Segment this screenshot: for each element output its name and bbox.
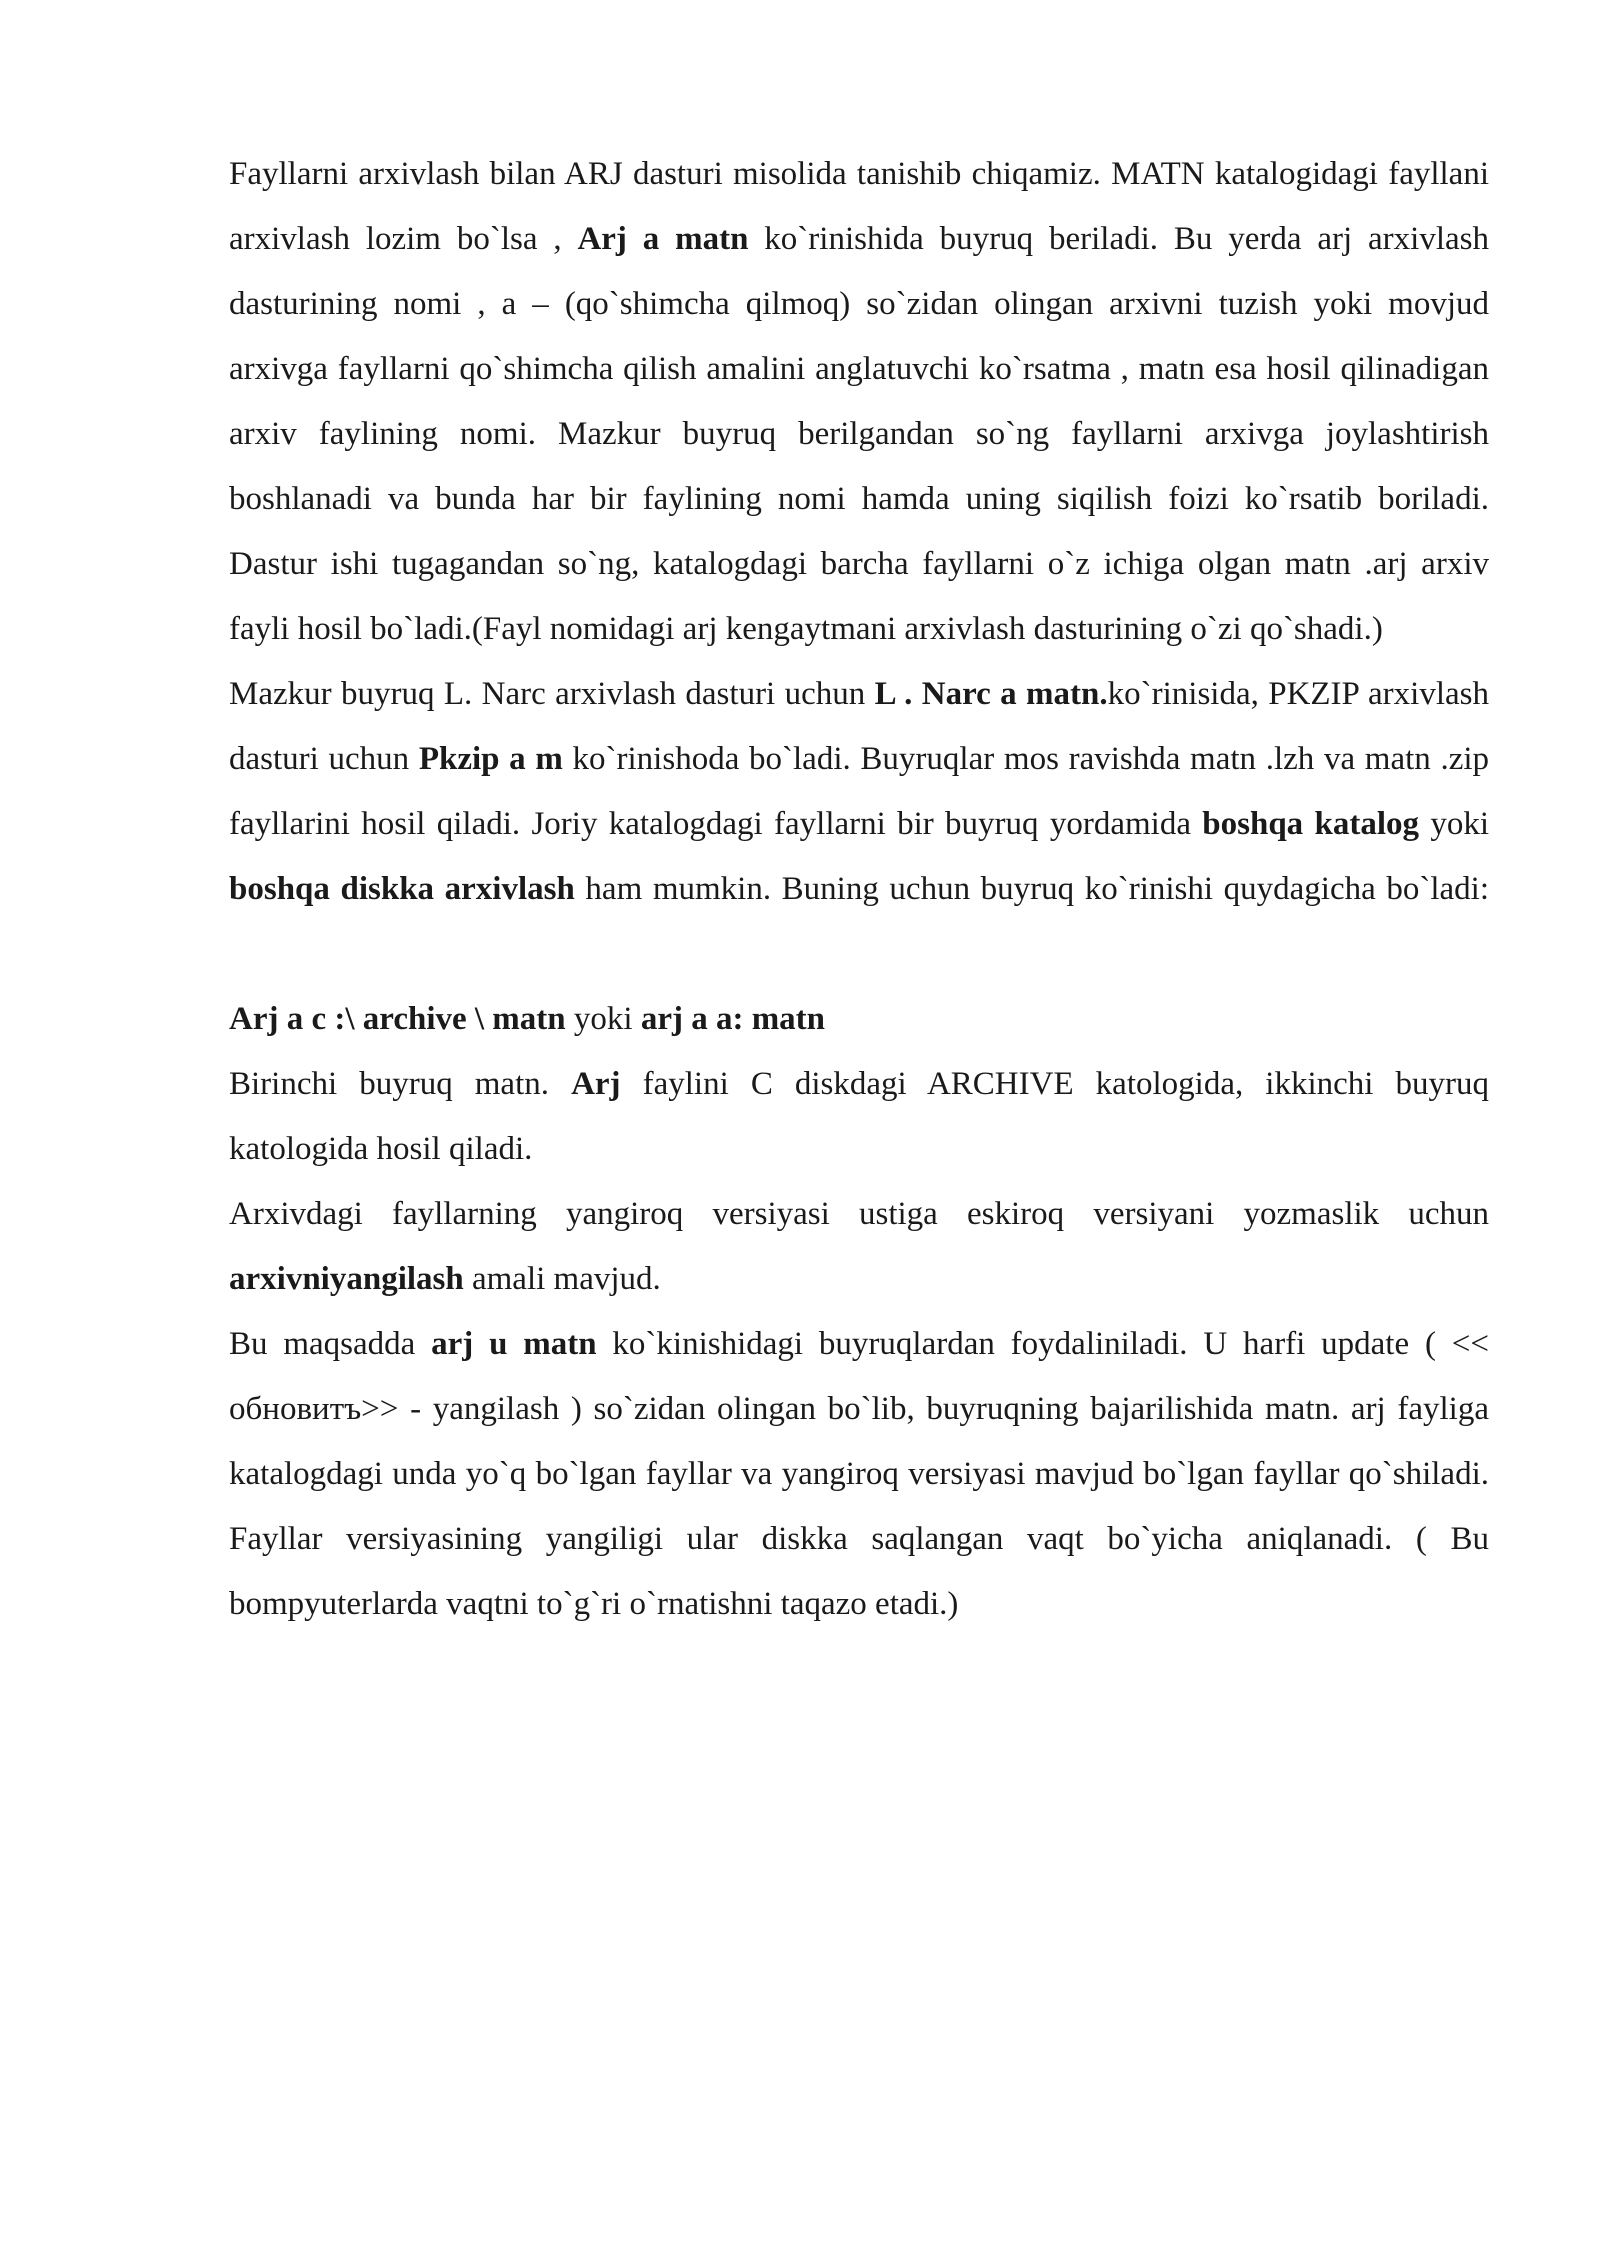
text-run: ko`rinishoda bo`ladi. Buyruqlar mos ravishda matn .lzh va matn .zip fayllarini hosil qiladi. Joriy katalogdagi fayllarni bir buyruq yordamida	[229, 741, 1490, 842]
blank-line	[229, 922, 1489, 987]
bold-run: boshqa katalog	[1202, 806, 1420, 842]
bold-run: arj u matn	[431, 1326, 597, 1362]
text-run: yoki	[1419, 806, 1489, 842]
text-run: Mazkur buyruq L. Narc arxivlash dasturi uchun	[229, 676, 875, 712]
text-run: Arxivdagi fayllarning yangiroq versiyasi ustiga eskiroq versiyani yozmaslik uchun	[229, 1196, 1489, 1232]
text-run: yoki	[565, 1001, 641, 1037]
paragraph-arj-intro	[229, 142, 1489, 662]
paragraph-update-command	[229, 1312, 1489, 1637]
bold-run: arj a a: matn	[640, 1001, 826, 1037]
text-run: Bu maqsadda	[229, 1326, 432, 1362]
text-run: faylini C diskdagi ARCHIVE katologida, ikkinchi buyruq katologida hosil qiladi.	[229, 1066, 1489, 1167]
document-page	[229, 142, 1489, 1637]
text-run: Birinchi buyruq matn.	[229, 1066, 572, 1102]
paragraph-command-example	[229, 987, 1489, 1052]
text-run: amali mavjud.	[463, 1261, 661, 1297]
bold-run: arxivniyangilash	[229, 1261, 464, 1297]
text-run: ham mumkin. Buning uchun buyruq ko`rinishi quydagicha bo`ladi:	[574, 871, 1489, 907]
paragraph-other-archivers	[229, 662, 1489, 922]
paragraph-update-intro	[229, 1182, 1489, 1312]
paragraph-command-explanation	[229, 1052, 1489, 1182]
bold-run: Arj a c :\ archive \ matn	[229, 1001, 566, 1037]
bold-run: boshqa diskka arxivlash	[229, 871, 575, 907]
text-run: ko`rinishida buyruq beriladi. Bu yerda arj arxivlash dasturining nomi , a – (qo`shimcha qilmoq) so`zidan olingan arxivni tuzish yoki movjud arxivga fayllarni qo`shimcha qilish amalini anglatuvchi ko`rsatma , matn esa hosil qilinadigan arxiv faylining nomi. Mazkur buyruq berilgandan so`ng fayllarni arxivga joylashtirish boshlanadi va bunda har bir faylining nomi hamda uning siqilish foizi ko`rsatib boriladi. Dastur ishi tugagandan so`ng, katalogdagi barcha fayllarni o`z ichiga olgan matn .arj arxiv fayli hosil bo`ladi.(Fayl nomidagi arj kengaytmani arxivlash dasturining o`zi qo`shadi.)	[229, 221, 1489, 647]
bold-run: Pkzip a m	[418, 741, 563, 777]
text-run: Fayllarni arxivlash bilan ARJ dasturi misolida tanishib chiqamiz. MATN katalogidagi fayllani arxivlash lozim bo`lsa ,	[229, 156, 1489, 257]
bold-run: Arj a matn	[577, 221, 749, 257]
text-run: ko`kinishidagi buyruqlardan foydaliniladi. U harfi update ( << обновитъ>> - yangilash ) so`zidan olingan bo`lib, buyruqning bajarilishida matn. arj fayliga katalogdagi unda yo`q bo`lgan fayllar va yangiroq versiyasi mavjud bo`lgan fayllar qo`shiladi. Fayllar versiyasining yangiligi ular diskka saqlangan vaqt bo`yicha aniqlanadi. ( Bu bompyuterlarda vaqtni to`g`ri o`rnatishni taqazo etadi.)	[229, 1326, 1489, 1622]
bold-run: Arj	[571, 1066, 621, 1102]
text-run: ko`rinisida, PKZIP arxivlash dasturi uchun	[229, 676, 1489, 777]
bold-run: L . Narc a matn.	[874, 676, 1108, 712]
